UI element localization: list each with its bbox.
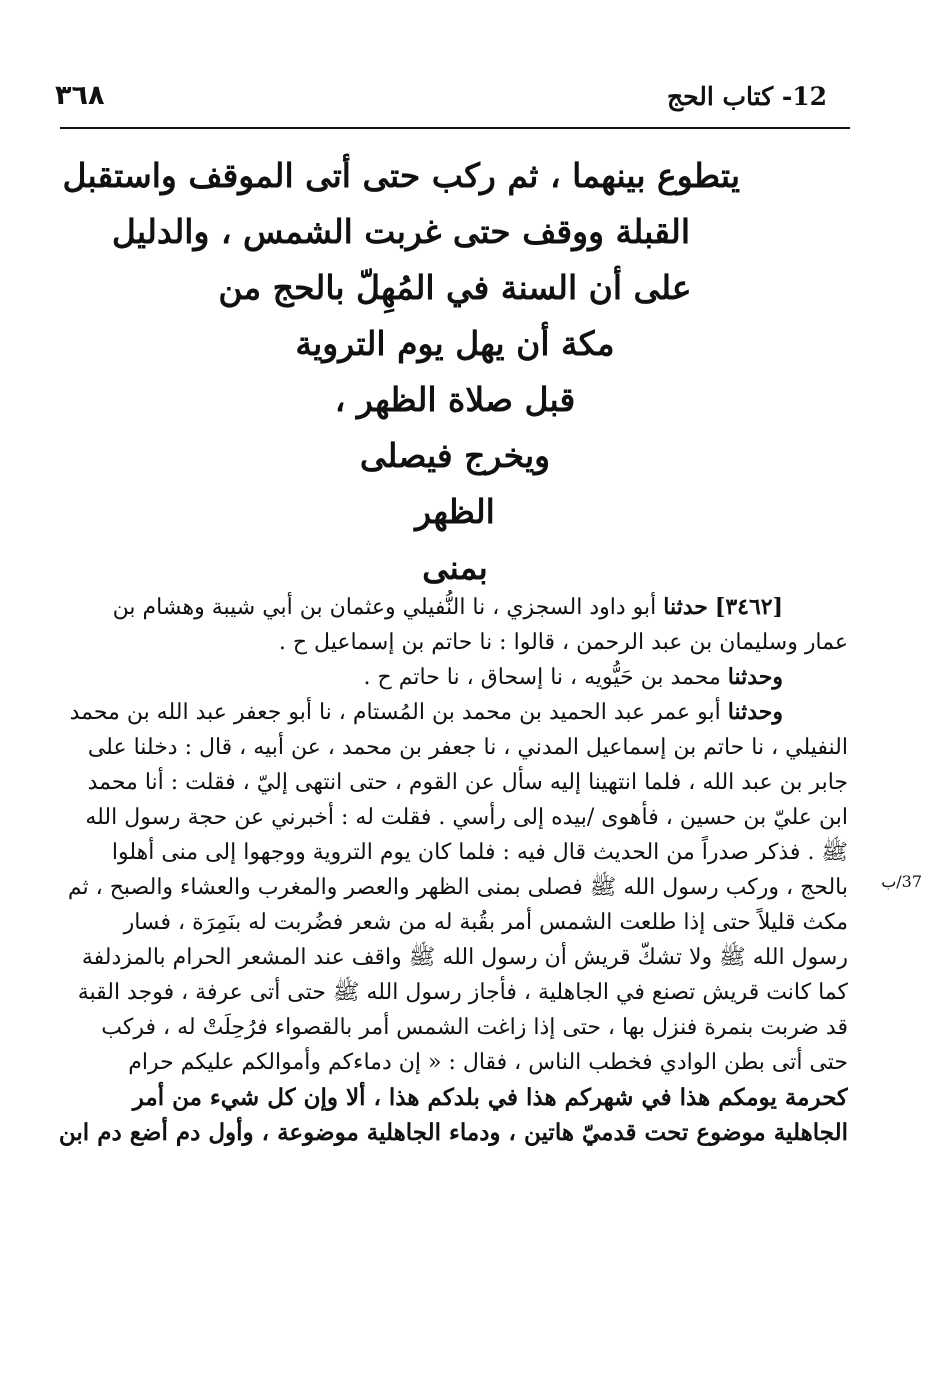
title-line: قبل صلاة الظهر ، [334,380,576,419]
title-line: على أن السنة في المُهِلّ بالحج من [218,268,692,307]
line-text: ﷺ . فذكر صدراً من الحديث قال فيه : فلما كان يوم التروية ووجهوا إلى منى أهلوا [111,840,848,865]
text-line [50,625,848,660]
chapter-title [60,148,850,596]
narration-keyword: وحدثنا [727,699,783,725]
title-line: بمنى [422,548,488,587]
text-line [50,1080,848,1115]
header-rule [60,127,850,129]
line-text: محمد بن حَيُّويه ، نا إسحاق ، نا حاتم ح . [363,665,721,690]
line-text: قد ضربت بنمرة فنزل بها ، حتى إذا زاغت الشمس أمر بالقصواء فرُحِلَتْ له ، فركب [101,1015,848,1040]
text-line [50,590,848,625]
narration-keyword: وحدثنا [727,664,783,690]
line-text: كما كانت قريش تصنع في الجاهلية ، فأجاز رسول الله ﷺ حتى أتى عرفة ، فوجد القبة [77,980,848,1005]
line-text: بالحج ، وركب رسول الله ﷺ فصلى بمنى الظهر والعصر والمغرب والعشاء والصبح ، ثم [67,875,848,900]
text-line [50,800,848,835]
text-line [50,1115,848,1150]
narration-keyword: حدثنا [663,594,708,620]
line-text: حتى أتى بطن الوادي فخطب الناس ، فقال : « إن دماءكم وأموالكم عليكم حرام [128,1050,848,1075]
line-text: مكث قليلاً حتى إذا طلعت الشمس أمر بقُبة له من شعر فضُربت له بنَمِرَة ، فسار [123,910,848,935]
line-text: أبو عمر عبد الحميد بن محمد بن المُستام ، نا أبو جعفر عبد الله بن محمد [69,700,721,725]
text-line [50,905,848,940]
line-text: النفيلي ، نا حاتم بن إسماعيل المدني ، نا جعفر بن محمد ، عن أبيه ، قال : دخلنا على [87,735,848,760]
title-line: يتطوع بينهما ، ثم ركب حتى أتى الموقف واستقبل [62,156,740,195]
title-line: الظهر [415,492,495,531]
title-line: ويخرج فيصلى [359,436,551,475]
hadith-body [50,590,848,1150]
text-line [50,835,848,870]
text-line [50,1045,848,1080]
line-text: جابر بن عبد الله ، فلما انتهينا إليه سأل عن القوم ، حتى انتهى إليّ ، فقلت : أنا محمد [87,770,848,795]
text-line [50,765,848,800]
line-text: عمار وسليمان بن عبد الرحمن ، قالوا : نا حاتم بن إسماعيل ح . [278,630,848,655]
hadith-number: [٣٤٦٢] [714,594,783,620]
text-line [50,940,848,975]
text-line [50,730,848,765]
line-text: أبو داود السجزي ، نا النُّفيلي وعثمان بن أبي شيبة وهشام بن [112,595,657,620]
line-text: رسول الله ﷺ ولا تشكّ قريش أن رسول الله ﷺ واقف عند المشعر الحرام بالمزدلفة [81,945,848,970]
title-line: القبلة ووقف حتى غربت الشمس ، والدليل [111,212,690,251]
page-number: ٣٦٨ [55,80,105,111]
line-text: ابن عليّ بن حسين ، فأهوى /بيده إلى رأسي . فقلت له : أخبرني عن حجة رسول الله [85,805,848,830]
text-line [50,975,848,1010]
text-line [50,695,848,730]
line-text: الجاهلية موضوع تحت قدميّ هاتين ، ودماء الجاهلية موضوعة ، وأول دم أضع دم ابن [58,1119,848,1146]
text-line [50,660,848,695]
text-line [50,870,848,905]
running-header-book-title: 12- كتاب الحج [666,82,827,111]
line-text: كحرمة يومكم هذا في شهركم هذا في بلدكم هذا ، ألا وإن كل شيء من أمر [132,1084,848,1111]
title-line: مكة أن يهل يوم التروية [295,324,615,363]
text-line [50,1010,848,1045]
manuscript-folio-note: 37/ب [881,872,922,891]
